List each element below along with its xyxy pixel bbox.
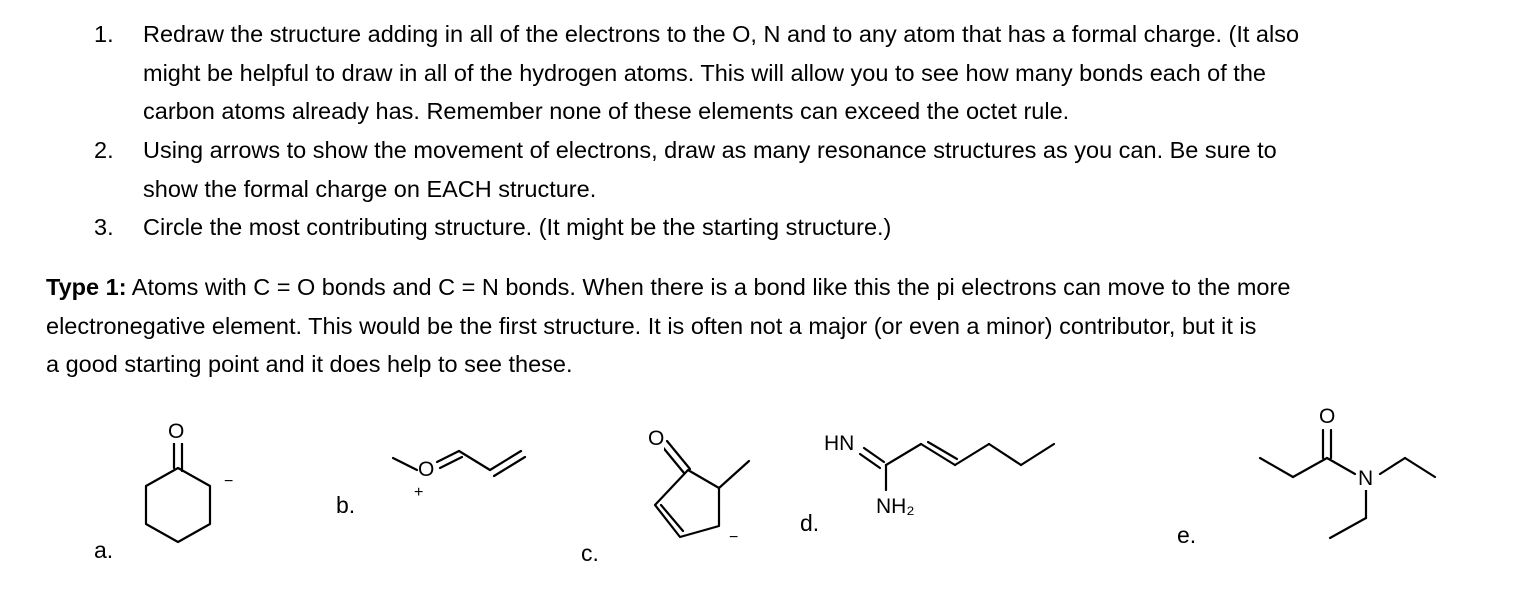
instruction-3-line-1: Circle the most contributing structure. (It might be the starting structure.) — [143, 214, 892, 240]
type1-heading: Type 1: — [46, 274, 127, 300]
molecule-b-label: b. — [336, 492, 356, 518]
instruction-1-line-3: carbon atoms already has. Remember none of these elements can exceed the octet rule. — [143, 98, 1070, 124]
type1-line-3: a good starting point and it does help to see these. — [46, 351, 573, 377]
instruction-3-number: 3. — [94, 214, 114, 240]
molecule-e-label: e. — [1177, 522, 1197, 548]
instruction-2-line-2: show the formal charge on EACH structure. — [143, 175, 597, 202]
molecule-d-chain-4 — [989, 444, 1021, 465]
molecule-a-negative-charge: − — [224, 473, 234, 490]
molecule-c-negative-charge: − — [729, 529, 739, 546]
type1-line-1 — [46, 268, 1506, 307]
type1-paragraph — [46, 268, 1506, 384]
molecule-c-methyl-bond — [719, 461, 749, 488]
molecule-b-vinyl-bond-2 — [494, 457, 525, 476]
type1-line-1-text: Atoms with C = O bonds and C = N bonds. When there is a bond like this the pi electrons can move to the more — [126, 274, 1291, 300]
type1-line-2: electronegative element. This would be the first structure. It is often not a major (or even a minor) contributor, but it is — [46, 312, 1257, 339]
molecule-d-chain-3 — [955, 444, 989, 465]
molecule-c-ring — [655, 470, 719, 537]
molecule-b-vinyl-bond-1 — [490, 451, 521, 470]
molecule-b-positive-charge: + — [414, 484, 424, 501]
molecule-e-n-ethyl-1 — [1380, 458, 1405, 474]
molecule-a-ring — [146, 468, 210, 542]
molecule-b-methyl-bond — [393, 458, 417, 470]
instruction-1-line-2: might be helpful to draw in all of the hydrogen atoms. This will allow you to see how many bonds each of the — [143, 59, 1266, 86]
molecule-a-oxygen: O — [168, 420, 185, 443]
molecule-b-cc-bond — [459, 451, 490, 470]
molecule-d-chain-1 — [886, 444, 921, 465]
molecule-c-label: c. — [581, 540, 599, 566]
molecule-e-nitrogen: N — [1358, 467, 1374, 490]
molecule-a-label: a. — [94, 537, 114, 563]
instruction-1-line-1: Redraw the structure adding in all of the electrons to the O, N and to any atom that has a formal charge. (It also — [143, 21, 1300, 47]
instruction-1-number: 1. — [94, 21, 114, 47]
instruction-1-text — [143, 15, 1513, 131]
molecule-e-ethyl-2 — [1293, 458, 1327, 477]
instruction-3-text — [143, 208, 1513, 247]
molecule-c-oxygen: O — [648, 427, 665, 450]
molecule-d-label: d. — [800, 510, 820, 536]
molecule-e-ethyl-1 — [1260, 458, 1293, 477]
molecule-e-n-ethyl-4 — [1330, 518, 1366, 538]
instruction-2-line-1: Using arrows to show the movement of electrons, draw as many resonance structures as you can. Be sure to — [143, 137, 1277, 163]
molecule-d-amine-nh2: NH₂ — [876, 495, 915, 518]
instruction-2-text — [143, 131, 1513, 208]
molecule-e-n-ethyl-2 — [1405, 458, 1435, 477]
molecule-d-imine-nh: HN — [824, 432, 855, 455]
molecule-b-oxygen: O — [418, 458, 435, 481]
molecule-e-oxygen: O — [1319, 405, 1336, 428]
molecule-e-structure — [0, 0, 1, 1]
molecule-e-cn-bond — [1327, 458, 1355, 474]
instruction-2-number: 2. — [94, 137, 114, 163]
molecule-d-chain-5 — [1021, 444, 1054, 465]
